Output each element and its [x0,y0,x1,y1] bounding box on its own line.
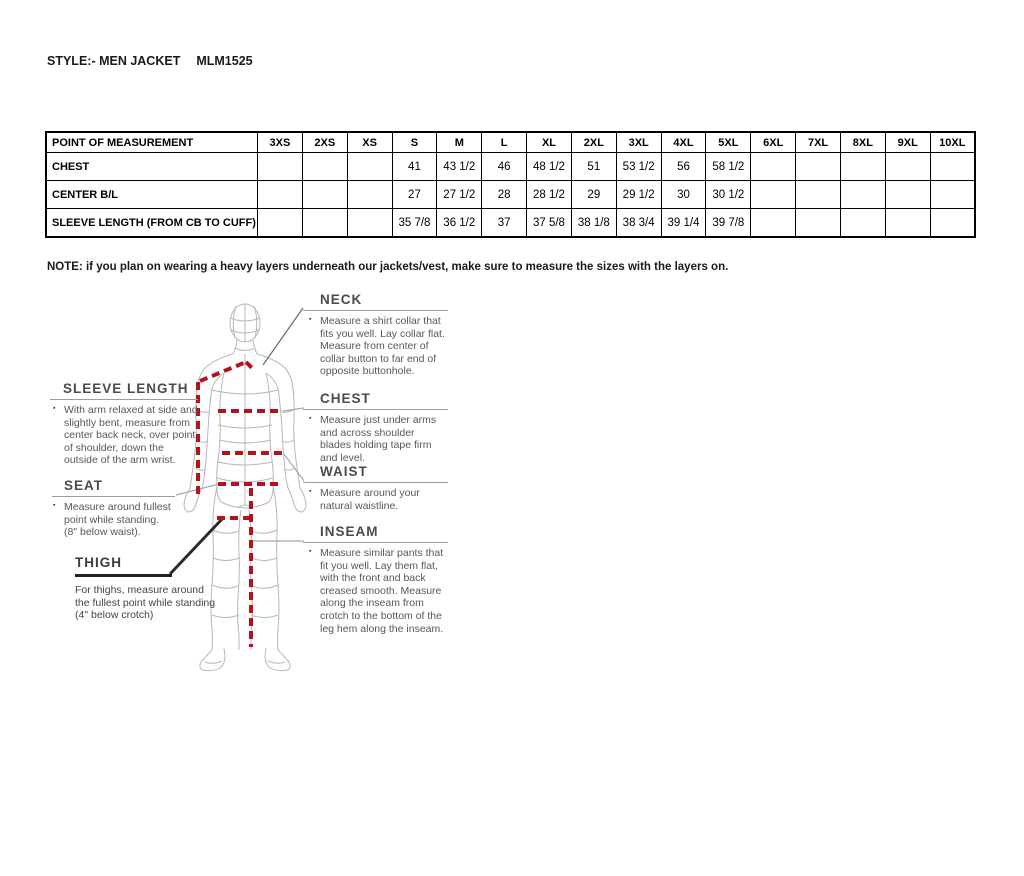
style-code: MLM1525 [196,54,253,68]
section-thigh [75,555,216,622]
measurement-value-cell [885,209,930,238]
section-inseam [303,524,448,635]
measurement-value-cell: 39 7/8 [706,209,751,238]
measurement-value-cell [840,153,885,181]
measurement-value-cell [302,153,347,181]
measurement-value-cell: 36 1/2 [437,209,482,238]
sleeve-length-description: With arm relaxed at side and slightly bent, measure from center back neck, over point of shoulder, down the outside of the arm wrist. [64,404,198,467]
section-waist [303,464,448,512]
measurement-row [46,181,975,209]
measurement-value-cell [930,181,975,209]
measurement-value-cell [796,209,841,238]
thigh-heading: THIGH [75,555,172,577]
measurement-row-label: SLEEVE LENGTH (FROM CB TO CUFF) [46,209,258,238]
seat-heading: SEAT [52,478,175,497]
measurement-value-cell: 27 [392,181,437,209]
section-chest [303,391,448,464]
measurement-value-cell: 39 1/4 [661,209,706,238]
measurement-value-cell: 48 1/2 [527,153,572,181]
measurement-value-cell [930,153,975,181]
measurement-value-cell [258,153,303,181]
measurement-row [46,153,975,181]
measurement-value-cell: 30 1/2 [706,181,751,209]
measurement-value-cell [751,209,796,238]
measurement-value-cell: 51 [571,153,616,181]
measurement-diagram [40,290,510,690]
measurement-value-cell [930,209,975,238]
measurement-value-cell: 38 1/8 [571,209,616,238]
style-label: STYLE:- MEN JACKET [47,54,181,68]
note-text: NOTE: if you plan on wearing a heavy layers underneath our jackets/vest, make sure to measure the sizes with the layers on. [47,261,729,273]
measurement-value-cell [840,209,885,238]
size-table-body [46,153,975,238]
size-column-header: 5XL [706,132,751,153]
size-column-header: 3XL [616,132,661,153]
measurement-value-cell: 28 1/2 [527,181,572,209]
size-column-header: 9XL [885,132,930,153]
measurement-value-cell: 28 [482,181,527,209]
size-column-header: 8XL [840,132,885,153]
bullet-icon: ▪ [309,548,312,555]
measurement-value-cell [302,209,347,238]
size-column-header: XL [527,132,572,153]
size-column-header: 10XL [930,132,975,153]
size-column-header: M [437,132,482,153]
measurement-value-cell [751,181,796,209]
seat-description: Measure around fullest point while standing. (8" below waist). [64,501,171,539]
chest-callout-line [283,408,304,411]
measurement-value-cell: 37 5/8 [527,209,572,238]
size-table-head-row [46,132,975,153]
document-title [47,54,253,68]
section-sleeve-length [50,381,198,467]
measurement-value-cell: 27 1/2 [437,181,482,209]
measurement-value-cell: 43 1/2 [437,153,482,181]
size-column-header: 6XL [751,132,796,153]
measurement-value-cell: 37 [482,209,527,238]
measurement-value-cell: 41 [392,153,437,181]
neck-callout-line [263,308,303,365]
measurement-value-cell: 29 1/2 [616,181,661,209]
thigh-description: For thighs, measure around the fullest point while standing (4" below crotch) [75,584,216,622]
measurement-value-cell [840,181,885,209]
bullet-icon: ▪ [309,415,312,422]
measurement-value-cell: 56 [661,153,706,181]
neck-heading: NECK [303,292,448,311]
measurement-value-cell [347,209,392,238]
inseam-heading: INSEAM [303,524,448,543]
measurement-value-cell: 29 [571,181,616,209]
size-column-header: XS [347,132,392,153]
measurement-value-cell [302,181,347,209]
chest-heading: CHEST [303,391,448,410]
size-column-header: 3XS [258,132,303,153]
measurement-value-cell [258,181,303,209]
measurement-value-cell [258,209,303,238]
measurement-value-cell: 30 [661,181,706,209]
measurement-row-label: CENTER B/L [46,181,258,209]
size-column-header: S [392,132,437,153]
measurement-value-cell: 38 3/4 [616,209,661,238]
measurement-row [46,209,975,238]
thigh-callout-line [170,518,223,574]
measurement-value-cell [347,153,392,181]
point-of-measurement-header: POINT OF MEASUREMENT [46,132,258,153]
size-column-header: 2XL [571,132,616,153]
bullet-icon: ▪ [53,502,56,509]
collar-front-measure-line [246,362,255,371]
waist-callout-line [284,454,304,481]
inseam-description: Measure similar pants that fit you well. Lay them flat, with the front and back creased smooth. Measure along the inseam from crotch to the bottom of the leg hem along the inseam. [320,547,444,635]
measurement-value-cell: 46 [482,153,527,181]
size-chart [45,131,976,238]
measurement-value-cell: 58 1/2 [706,153,751,181]
measurement-value-cell [796,181,841,209]
size-column-header: 2XS [302,132,347,153]
size-column-header: 4XL [661,132,706,153]
measurement-value-cell [347,181,392,209]
bullet-icon: ▪ [309,316,312,323]
measurement-value-cell: 53 1/2 [616,153,661,181]
waist-description: Measure around your natural waistline. [320,487,420,512]
neck-description: Measure a shirt collar that fits you well. Lay collar flat. Measure from center of collar button to far end of opposite buttonhole. [320,315,445,378]
measurement-value-cell [885,181,930,209]
waist-heading: WAIST [303,464,448,483]
size-column-header: 7XL [796,132,841,153]
size-column-header: L [482,132,527,153]
sleeve-length-heading: SLEEVE LENGTH [50,381,198,400]
size-table [45,131,976,238]
measurement-value-cell [796,153,841,181]
section-seat [52,478,175,539]
bullet-icon: ▪ [309,488,312,495]
bullet-icon: ▪ [53,405,56,412]
section-neck [303,292,448,378]
measurement-value-cell [885,153,930,181]
measurement-value-cell: 35 7/8 [392,209,437,238]
measurement-value-cell [751,153,796,181]
measurement-row-label: CHEST [46,153,258,181]
chest-description: Measure just under arms and across shoulder blades holding tape firm and level. [320,414,437,464]
